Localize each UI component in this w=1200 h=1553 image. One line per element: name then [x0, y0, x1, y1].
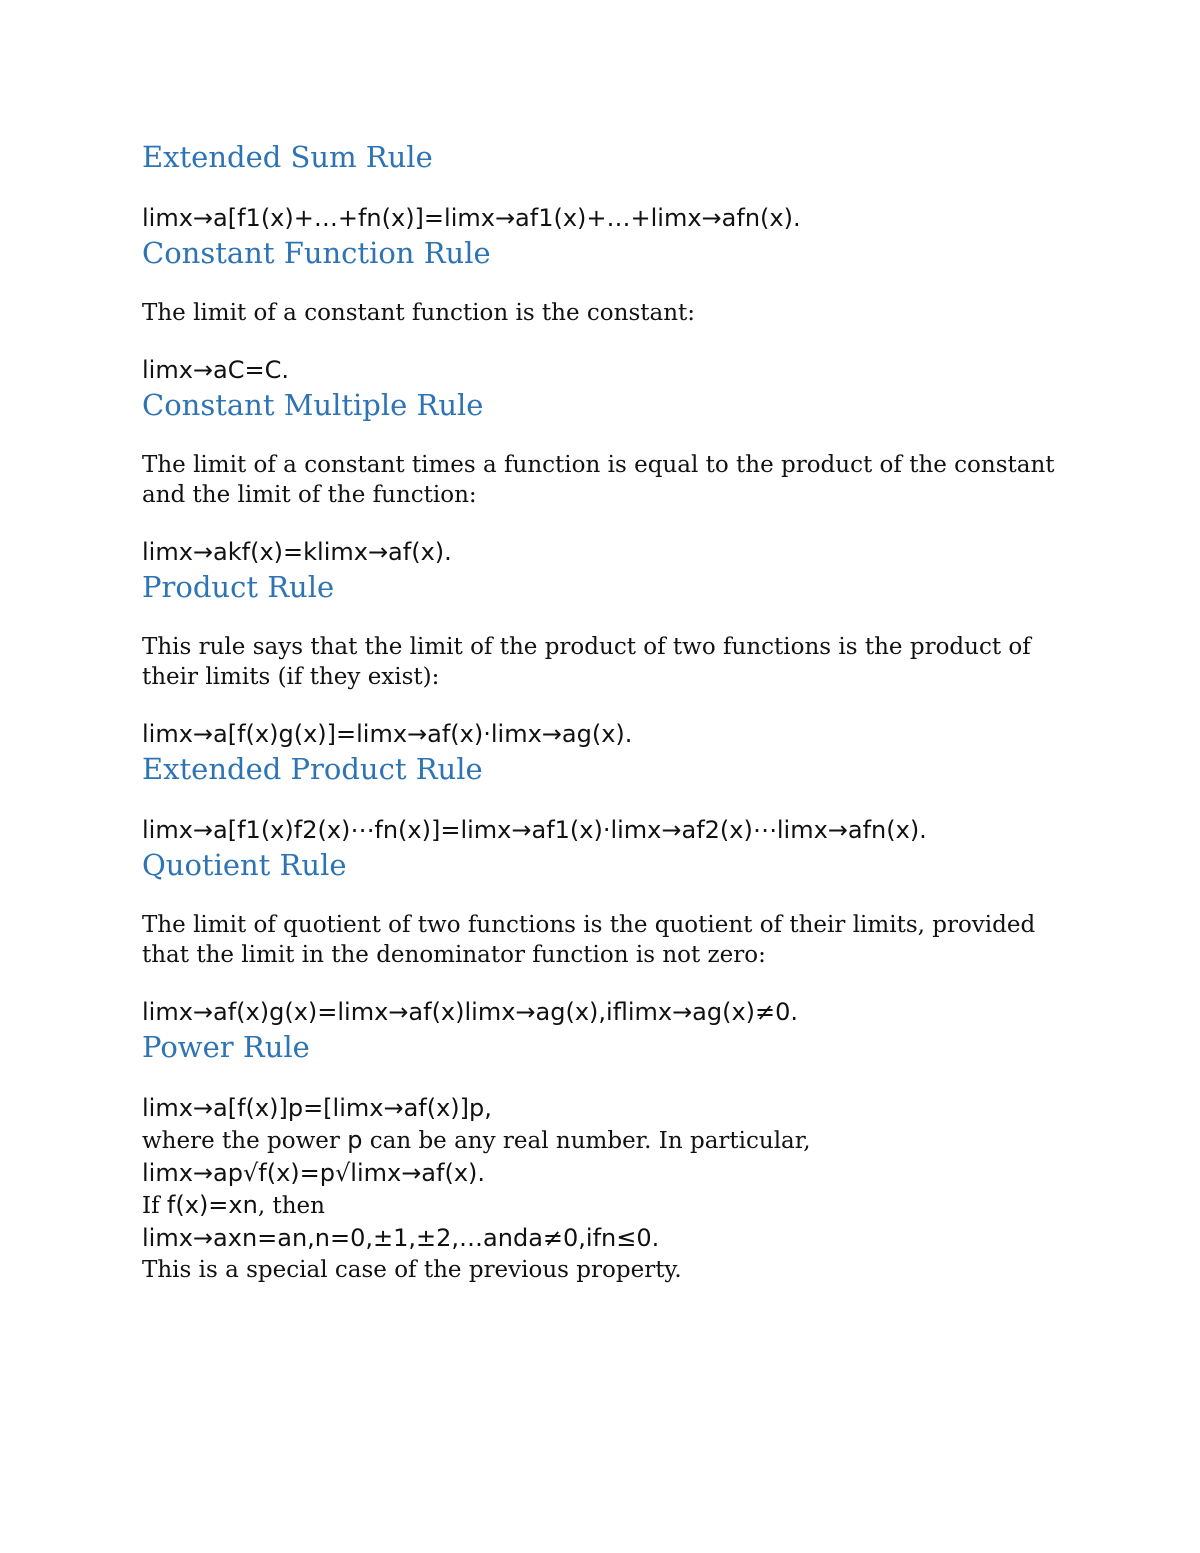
formula-power-rule-xn: limx→axn=an,n=0,±1,±2,…anda≠0,ifn≤0. [142, 1224, 660, 1252]
formula-constant-multiple-rule: limx→akf(x)=klimx→af(x). [142, 538, 452, 566]
text-constant-multiple-rule-line2: and the limit of the function: [142, 482, 477, 508]
text-power-rule-where: where the power [142, 1128, 348, 1154]
formula-product-rule: limx→a[f(x)g(x)]=limx→af(x)·limx→ag(x). [142, 720, 633, 748]
text-product-rule-line2: their limits (if they exist): [142, 664, 440, 690]
formula-power-rule-fx: f(x)=xn [166, 1191, 258, 1219]
text-power-rule-then: , then [257, 1193, 325, 1219]
heading-power-rule: Power Rule [142, 1030, 310, 1064]
text-quotient-rule-line2: that the limit in the denominator function is not zero: [142, 942, 766, 968]
text-power-rule-if: If [142, 1193, 167, 1219]
heading-quotient-rule: Quotient Rule [142, 848, 347, 882]
text-product-rule-line1: This rule says that the limit of the product of two functions is the product of [142, 634, 1031, 660]
formula-extended-sum-rule: limx→a[f1(x)+…+fn(x)]=limx→af1(x)+…+limx→afn(x). [142, 204, 801, 232]
formula-power-rule-root: limx→ap√f(x)=p√limx→af(x). [142, 1159, 486, 1187]
text-constant-multiple-rule-line1: The limit of a constant times a function is equal to the product of the constant [142, 452, 1055, 478]
formula-quotient-rule: limx→af(x)g(x)=limx→af(x)limx→ag(x),iflimx→ag(x)≠0. [142, 998, 799, 1026]
formula-constant-function-rule: limx→aC=C. [142, 356, 289, 384]
heading-constant-multiple-rule: Constant Multiple Rule [142, 388, 484, 422]
heading-product-rule: Product Rule [142, 570, 335, 604]
heading-extended-sum-rule: Extended Sum Rule [142, 140, 433, 174]
formula-power-rule: limx→a[f(x)]p=[limx→af(x)]p, [142, 1094, 492, 1122]
formula-extended-product-rule: limx→a[f1(x)f2(x)⋯fn(x)]=limx→af1(x)·limx→af2(x)⋯limx→afn(x). [142, 816, 927, 844]
heading-extended-product-rule: Extended Product Rule [142, 752, 483, 786]
text-power-rule-real: can be any real number. In particular, [362, 1128, 811, 1154]
text-power-rule-special-case: This is a special case of the previous property. [142, 1257, 682, 1283]
heading-constant-function-rule: Constant Function Rule [142, 236, 491, 270]
symbol-power-p: p [347, 1126, 363, 1154]
text-power-rule-line4 [142, 1189, 1082, 1222]
document-page [142, 138, 1082, 1286]
text-power-rule-line2 [142, 1124, 1082, 1157]
text-constant-function-rule: The limit of a constant function is the constant: [142, 300, 696, 326]
text-quotient-rule-line1: The limit of quotient of two functions is the quotient of their limits, provided [142, 912, 1036, 938]
